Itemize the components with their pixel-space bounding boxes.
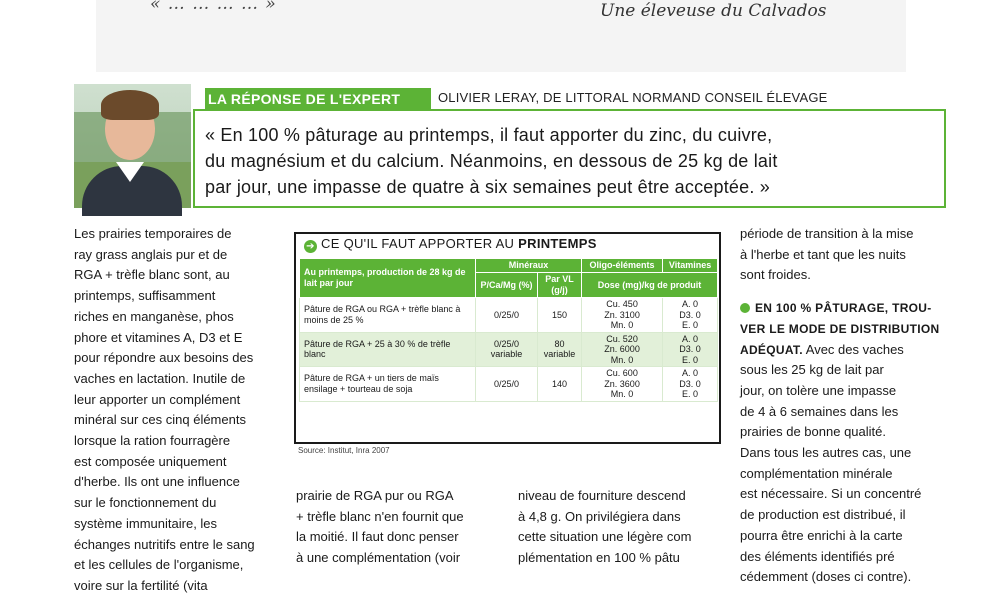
expert-quote	[205, 122, 940, 200]
text-line: d'herbe. Ils ont une influence	[74, 474, 240, 490]
row-label: Pâture de RGA + 25 à 30 % de trèfle blanc	[300, 332, 476, 367]
nutrition-table-box	[294, 232, 721, 444]
text-line: sous les 25 kg de lait par	[740, 362, 884, 378]
table-title-prefix: CE QU'IL FAUT APPORTER AU	[321, 236, 519, 251]
text-line: complémentation minérale	[740, 465, 893, 481]
text-line: jour, on tolère une impasse	[740, 382, 897, 398]
table-row	[300, 367, 718, 402]
text-line: de production est distribué, il	[740, 507, 906, 523]
quote-line: « En 100 % pâturage au printemps, il faut apporter du zinc, du cuivre,	[205, 125, 773, 145]
row-label: Pâture de RGA ou RGA + trèfle blanc à moins de 25 %	[300, 298, 476, 333]
text-line: cédemment (doses ci contre).	[740, 569, 912, 585]
cell-oligo	[582, 332, 663, 367]
column-2	[296, 486, 492, 569]
text-line: pourra être enrichi à la carte	[740, 527, 903, 543]
vit-value: D3. 0	[679, 309, 701, 320]
column-3	[518, 486, 718, 569]
text-line: est nécessaire. Si un concentré	[740, 486, 922, 502]
bullet-icon	[740, 303, 750, 313]
expert-name: OLIVIER LERAY, DE LITTORAL NORMAND CONSEIL ÉLEVAGE	[438, 90, 828, 105]
cell-p-ca-mg: 0/25/0	[476, 367, 538, 402]
text-line: à une complémentation (voir	[296, 550, 461, 566]
oligo-value: Mn. 0	[610, 320, 634, 330]
cell-vitamins	[663, 332, 718, 367]
cell-oligo	[582, 298, 663, 333]
text-line: sont froides.	[740, 267, 811, 283]
signature: Une éleveuse du Calvados	[600, 1, 827, 21]
cell-per-vl: 80 variable	[538, 332, 582, 367]
text-line: + trèfle blanc n'en fournit que	[296, 508, 464, 524]
text-line: cette situation une légère com	[518, 529, 692, 545]
text-line: à l'herbe et tant que les nuits	[740, 246, 906, 262]
table-row	[300, 332, 718, 367]
oligo-value: Mn. 0	[610, 389, 634, 399]
oligo-value: Zn. 6000	[604, 344, 640, 354]
photo-hair	[101, 90, 159, 120]
table-row	[300, 298, 718, 333]
text-line: à 4,8 g. On privilégiera dans	[518, 508, 681, 524]
vit-value: E. 0	[682, 354, 699, 365]
text-line: niveau de fourniture descend	[518, 488, 686, 503]
arrow-right-icon: ➔	[304, 240, 317, 253]
text-line: ray grass anglais pur et de	[74, 246, 228, 262]
text-line: voire sur la fertilité (vita	[74, 577, 208, 593]
text-line: RGA + trèfle blanc sont, au	[74, 267, 230, 283]
vit-value: A. 0	[682, 299, 699, 309]
top-scrap-text: « … … … … »	[150, 0, 277, 14]
text-line	[740, 340, 940, 361]
column-1	[74, 224, 279, 597]
vit-value: D3. 0	[679, 344, 701, 354]
section-heading: VER LE MODE DE DISTRIBUTION	[740, 321, 940, 336]
row-label: Pâture de RGA + un tiers de maïs ensilage + tourteau de soja	[300, 367, 476, 402]
heading-line: EN 100 % PÂTURAGE, TROU-	[755, 301, 932, 316]
oligo-value: Cu. 600	[606, 368, 638, 378]
header-p-ca-mg: P/Ca/Mg (%)	[476, 273, 538, 298]
column-4	[740, 224, 940, 588]
vit-value: A. 0	[682, 368, 699, 378]
oligo-value: Cu. 520	[606, 333, 638, 344]
text-line: prairie de RGA pur ou RGA	[296, 488, 454, 503]
section-heading	[740, 298, 940, 319]
text-line: des éléments identifiés pré	[740, 548, 895, 564]
text-line: vaches en lactation. Inutile de	[74, 370, 246, 386]
cell-per-vl: 140	[538, 367, 582, 402]
oligo-value: Cu. 450	[606, 299, 638, 309]
cell-vitamins	[663, 367, 718, 402]
header-oligo: Oligo-éléments	[582, 259, 663, 273]
text-line: prairies de bonne qualité.	[740, 424, 886, 440]
text-line: leur apporter un complément	[74, 391, 241, 407]
oligo-value: Zn. 3600	[604, 378, 640, 389]
text-line: échanges nutritifs entre le sang	[74, 536, 255, 552]
header-group: Au printemps, production de 28 kg de lait par jour	[300, 259, 476, 298]
expert-photo	[74, 84, 191, 208]
vit-value: E. 0	[682, 320, 699, 330]
text-line: Les prairies temporaires de	[74, 226, 232, 241]
cell-oligo	[582, 367, 663, 402]
expert-box	[74, 84, 946, 208]
header-dose: Dose (mg)/kg de produit	[582, 273, 718, 298]
text-line: système immunitaire, les	[74, 515, 218, 531]
cell-p-ca-mg: 0/25/0 variable	[476, 332, 538, 367]
oligo-value: Mn. 0	[610, 354, 634, 365]
text-line: est composée uniquement	[74, 453, 227, 469]
header-per-vl: Par VL (g/j)	[538, 273, 582, 298]
cell-per-vl: 150	[538, 298, 582, 333]
text-line: printemps, suffisamment	[74, 288, 216, 304]
text-line: riches en manganèse, phos	[74, 308, 234, 324]
text-line: Dans tous les autres cas, une	[740, 445, 912, 461]
header-minerals: Minéraux	[476, 259, 582, 273]
text-line: minéral sur ces cinq éléments	[74, 412, 246, 428]
text-line: pour répondre aux besoins des	[74, 350, 254, 366]
expert-label: LA RÉPONSE DE L'EXPERT	[205, 88, 431, 110]
nutrition-table	[299, 258, 718, 402]
vit-value: E. 0	[682, 389, 699, 399]
text-line: lorsque la ration fourragère	[74, 433, 231, 449]
heading-tail: Avec des vaches	[802, 341, 904, 357]
text-line: la moitié. Il faut donc penser	[296, 529, 459, 545]
text-line: sur le fonctionnement du	[74, 495, 217, 511]
cell-vitamins	[663, 298, 718, 333]
vit-value: A. 0	[682, 333, 699, 344]
heading-line: ADÉQUAT.	[740, 342, 803, 357]
header-vitamins: Vitamines	[663, 259, 718, 273]
oligo-value: Zn. 3100	[604, 309, 640, 320]
text-line: plémentation en 100 % pâtu	[518, 550, 680, 566]
spacer	[740, 286, 940, 298]
vit-value: D3. 0	[679, 378, 701, 389]
cell-p-ca-mg: 0/25/0	[476, 298, 538, 333]
quote-line: par jour, une impasse de quatre à six semaines peut être acceptée. »	[205, 177, 770, 197]
text-line: et les cellules de l'organisme,	[74, 557, 244, 573]
text-line: période de transition à la mise	[740, 226, 914, 241]
text-line: de 4 à 6 semaines dans les	[740, 403, 899, 419]
table-title	[304, 236, 597, 253]
table-title-bold: PRINTEMPS	[518, 236, 597, 251]
top-band	[0, 0, 1000, 78]
table-source: Source: Institut, Inra 2007	[298, 446, 390, 455]
quote-line: du magnésium et du calcium. Néanmoins, en dessous de 25 kg de lait	[205, 151, 778, 171]
text-line: phore et vitamines A, D3 et E	[74, 329, 243, 345]
